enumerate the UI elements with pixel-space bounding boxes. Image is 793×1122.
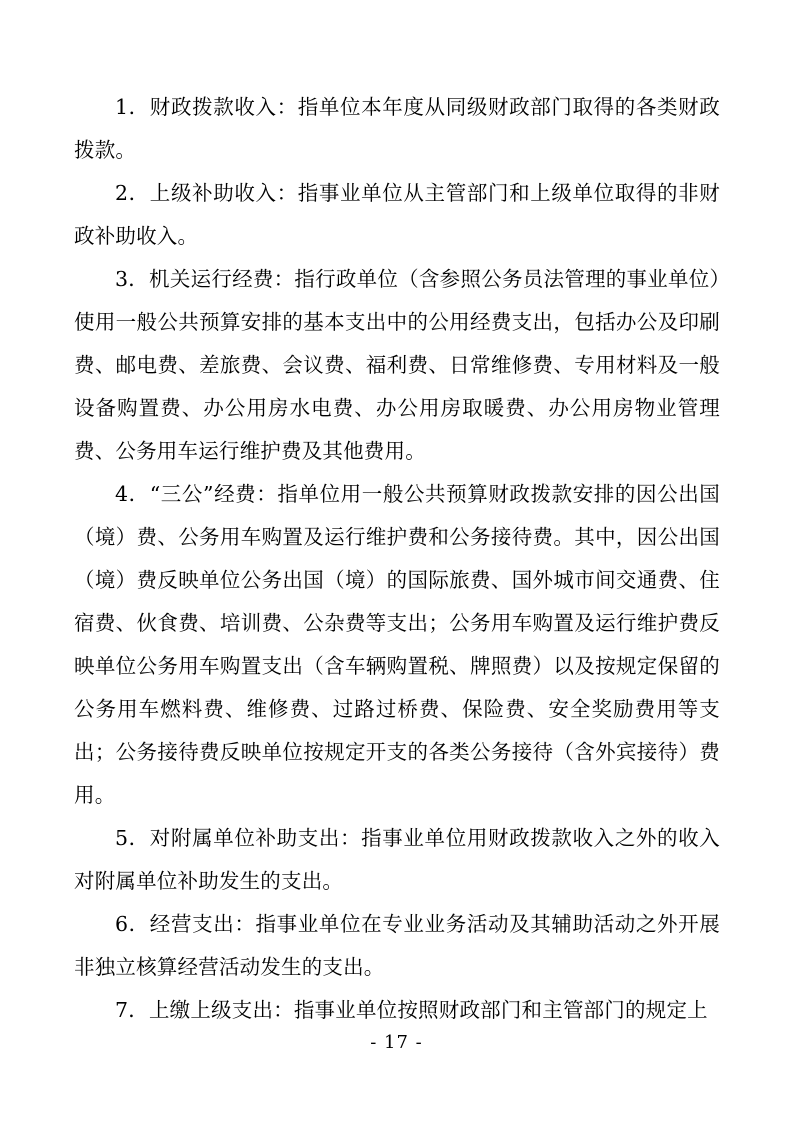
- paragraph-6: 6．经营支出：指事业单位在专业业务活动及其辅助活动之外开展非独立核算经营活动发生的支出。: [74, 912, 720, 979]
- paragraph-3: 3．机关运行经费：指行政单位（含参照公务员法管理的事业单位）使用一般公共预算安排的基本支出中的公用经费支出，包括办公及印刷费、邮电费、差旅费、会议费、福利费、日常维修费、专用材料及一般设备购置费、办公用房水电费、办公用房取暖费、办公用房物业管理费、公务用车运行维护费及其他费用。: [74, 267, 720, 463]
- paragraph-1: 1．财政拨款收入：指单位本年度从同级财政部门取得的各类财政拨款。: [74, 95, 720, 162]
- paragraph-5: 5．对附属单位补助支出：指事业单位用财政拨款收入之外的收入对附属单位补助发生的支出。: [74, 826, 720, 893]
- paragraph-7: 7．上缴上级支出：指事业单位按照财政部门和主管部门的规定上: [115, 998, 708, 1022]
- paragraph-4: 4．“三公”经费：指单位用一般公共预算财政拨款安排的因公出国（境）费、公务用车购置及运行维护费和公务接待费。其中，因公出国（境）费反映单位公务出国（境）的国际旅费、国外城市间交通费、住宿费、伙食费、培训费、公杂费等支出；公务用车购置及运行维护费反映单位公务用车购置支出（含车辆购置税、牌照费）以及按规定保留的公务用车燃料费、维修费、过路过桥费、保险费、安全奖励费用等支出；公务接待费反映单位按规定开支的各类公务接待（含外宾接待）费用。: [74, 482, 720, 807]
- page-body-text: [74, 86, 720, 1032]
- page-number: - 17 -: [370, 1032, 423, 1053]
- paragraph-2: 2．上级补助收入：指事业单位从主管部门和上级单位取得的非财政补助收入。: [74, 181, 720, 248]
